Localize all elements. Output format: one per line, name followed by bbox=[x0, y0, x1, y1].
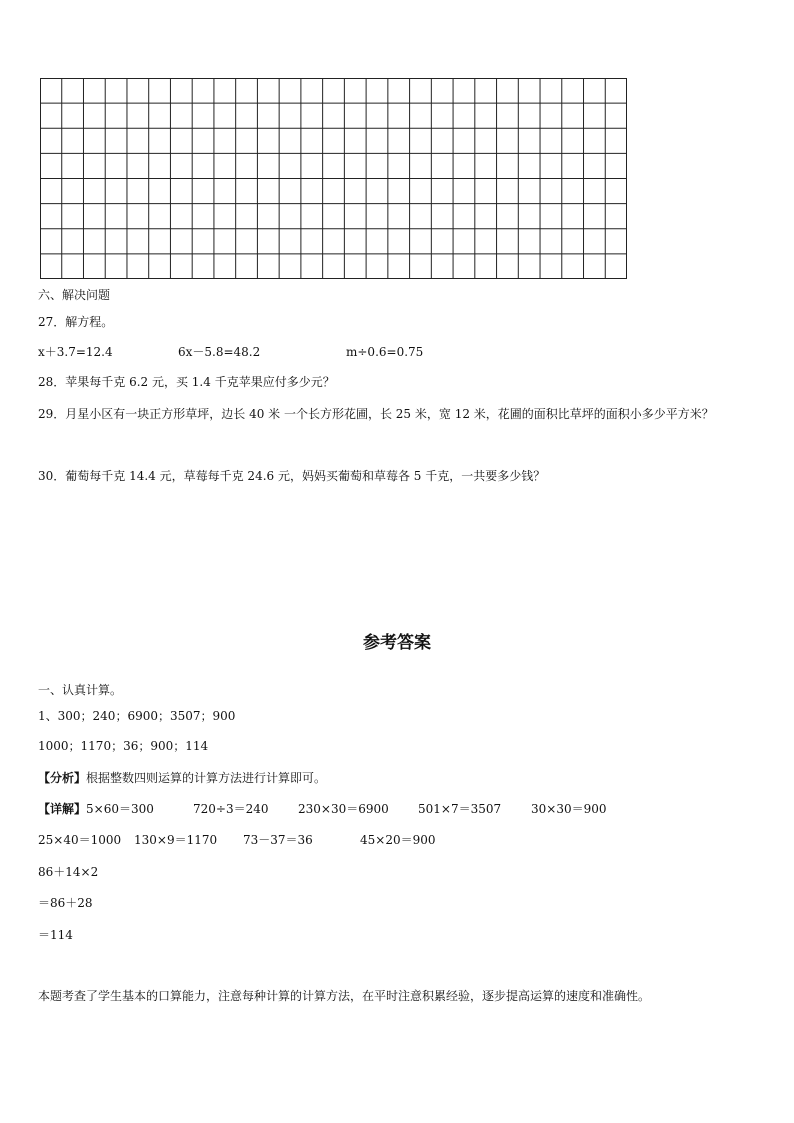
answer-grid bbox=[40, 78, 627, 279]
question-30: 30．葡萄每千克 14.4 元，草莓每千克 24.6 元，妈妈买葡萄和草莓各 5 千克，一共要多少钱？ bbox=[38, 469, 546, 483]
calc-step: ＝86＋28 bbox=[38, 896, 93, 910]
question-29: 29．月星小区有一块正方形草坪，边长 40 米 一个长方形花圃，长 25 米，宽 12 米，花圃的面积比草坪的面积小多少平方米？ bbox=[38, 407, 714, 421]
equation-2: 6x－5.8=48.2 bbox=[178, 345, 261, 359]
detail-item: 130×9＝1170 bbox=[134, 833, 218, 847]
detail-item: 25×40＝1000 bbox=[38, 833, 122, 847]
detail-item: 230×30＝6900 bbox=[298, 802, 389, 816]
calc-step: 86＋14×2 bbox=[38, 865, 99, 879]
section-heading-solve-problems: 六、解决问题 bbox=[38, 288, 111, 302]
detail-item: 73－37＝36 bbox=[243, 833, 313, 847]
answer-line-2: 1000；1170；36；900；114 bbox=[38, 739, 209, 753]
answer-line-1: 1、300；240；6900；3507；900 bbox=[38, 709, 236, 723]
question-27-label: 27．解方程。 bbox=[38, 315, 114, 329]
summary-text: 本题考查了学生基本的口算能力，注意每种计算的计算方法，在平时注意积累经验，逐步提高运算的速度和准确性。 bbox=[38, 989, 651, 1003]
detail-row-1 bbox=[38, 801, 154, 817]
detail-item: 45×20＝900 bbox=[360, 833, 436, 847]
analysis-text: 根据整数四则运算的计算方法进行计算即可。 bbox=[86, 771, 327, 785]
answers-section-1-heading: 一、认真计算。 bbox=[38, 683, 123, 697]
equation-1: x＋3.7=12.4 bbox=[38, 345, 113, 359]
detail-item: 5×60＝300 bbox=[86, 802, 154, 816]
detail-item: 30×30＝900 bbox=[531, 802, 607, 816]
question-28: 28．苹果每千克 6.2 元，买 1.4 千克苹果应付多少元？ bbox=[38, 375, 335, 389]
detail-tag: 【详解】 bbox=[38, 802, 87, 816]
equation-3: m÷0.6=0.75 bbox=[346, 345, 424, 359]
calc-step: ＝114 bbox=[38, 928, 73, 942]
detail-item: 501×7＝3507 bbox=[418, 802, 502, 816]
analysis-line bbox=[38, 770, 326, 786]
analysis-tag: 【分析】 bbox=[38, 771, 87, 785]
answer-key-title: 参考答案 bbox=[363, 633, 431, 653]
detail-item: 720÷3＝240 bbox=[193, 802, 269, 816]
